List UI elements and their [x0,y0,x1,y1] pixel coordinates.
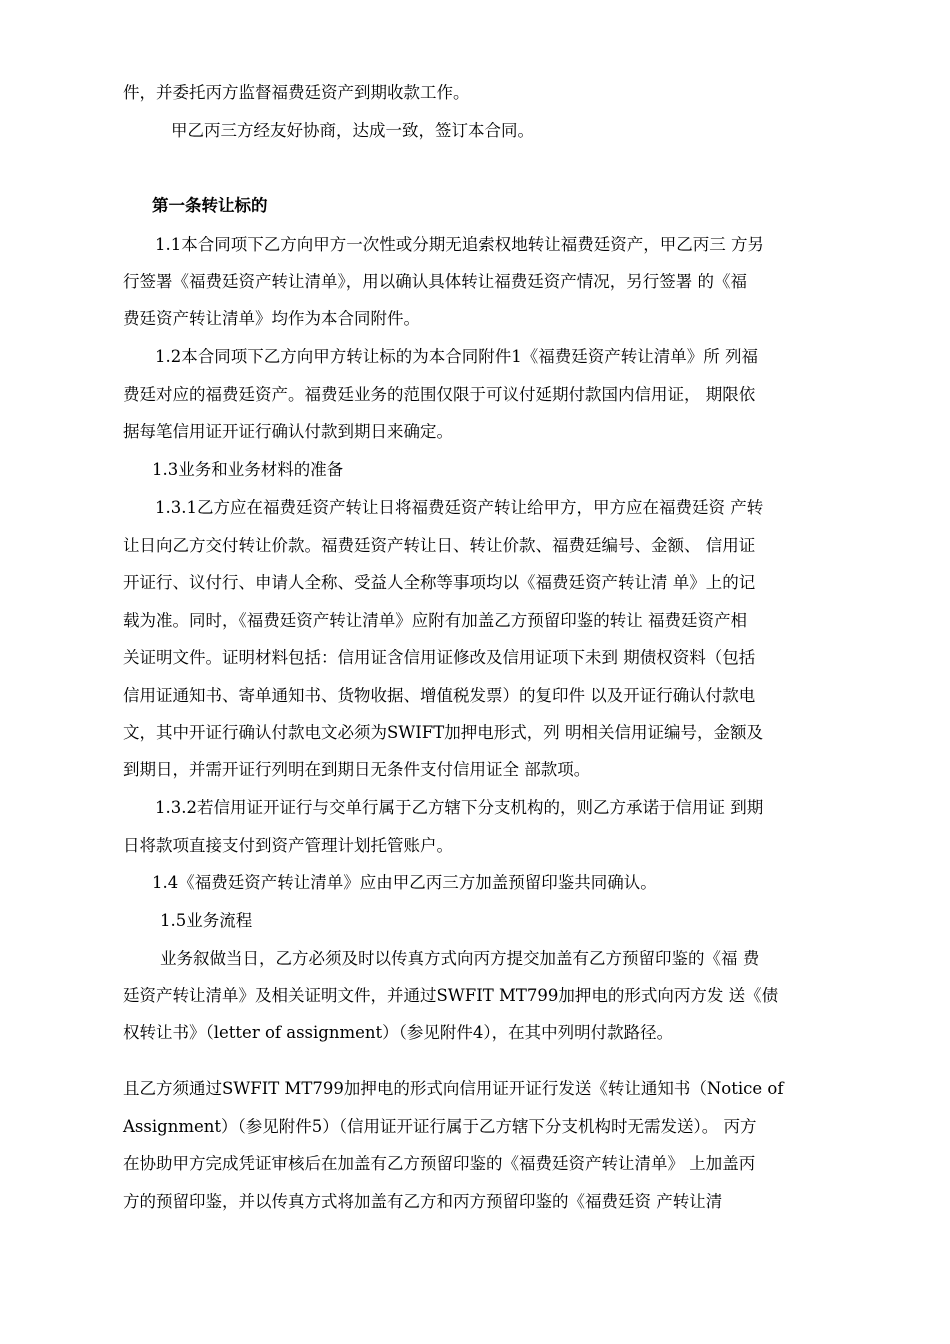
subsection-heading: 1.5业务流程 [160,911,253,930]
paragraph-line: 载为准。同时，《福费廷资产转让清单》应附有加盖乙方预留印鉴的转让 福费廷资产相 [123,611,747,630]
section-heading: 第一条转让标的 [152,196,268,215]
paragraph-line: 权转让书》（letter of assignment）（参见附件4），在其中列明付款路径。 [123,1023,674,1042]
paragraph-line: 甲乙丙三方经友好协商，达成一致，签订本合同。 [171,121,534,140]
paragraph-line: 在协助甲方完成凭证审核后在加盖有乙方预留印鉴的《福费廷资产转让清单》 上加盖丙 [123,1154,756,1173]
paragraph-line: 费廷对应的福费廷资产。福费廷业务的范围仅限于可议付延期付款国内信用证， 期限依 [123,385,756,404]
paragraph-line: 让日向乙方交付转让价款。福费廷资产转让日、转让价款、福费廷编号、金额、 信用证 [123,536,756,555]
paragraph-line: 行签署《福费廷资产转让清单》，用以确认具体转让福费廷资产情况，另行签署 的《福 [123,272,747,291]
paragraph-line: 据每笔信用证开证行确认付款到期日来确定。 [123,422,453,441]
paragraph-line: 业务叙做当日，乙方必须及时以传真方式向丙方提交加盖有乙方预留印鉴的《福 费 [160,949,760,968]
paragraph-line: 信用证通知书、寄单通知书、货物收据、增值税发票）的复印件 以及开证行确认付款电 [123,686,756,705]
paragraph-line: 件，并委托丙方监督福费廷资产到期收款工作。 [123,83,470,102]
paragraph-line: 开证行、议付行、申请人全称、受益人全称等事项均以《福费廷资产转让清 单》上的记 [123,573,756,592]
paragraph-line: 关证明文件。证明材料包括：信用证含信用证修改及信用证项下未到 期债权资料（包括 [123,648,756,667]
paragraph-line: Assignment）（参见附件5）（信用证开证行属于乙方辖下分支机构时无需发送）。 丙方 [123,1117,757,1136]
paragraph-line: 文，其中开证行确认付款电文必须为SWIFT加押电形式，列 明相关信用证编号，金额及 [123,723,763,742]
paragraph-line: 日将款项直接支付到资产管理计划托管账户。 [123,836,453,855]
paragraph-line: 到期日，并需开证行列明在到期日无条件支付信用证全 部款项。 [123,760,591,779]
paragraph-line: 1.3.2若信用证开证行与交单行属于乙方辖下分支机构的，则乙方承诺于信用证 到期 [155,798,764,817]
paragraph-line: 费廷资产转让清单》均作为本合同附件。 [123,309,420,328]
subsection-heading: 1.3业务和业务材料的准备 [152,460,344,479]
paragraph-line: 廷资产转让清单》及相关证明文件，并通过SWFIT MT799加押电的形式向丙方发 送《债 [123,986,779,1005]
paragraph-line: 方的预留印鉴，并以传真方式将加盖有乙方和丙方预留印鉴的《福费廷资 产转让清 [123,1192,723,1211]
paragraph-line: 1.2本合同项下乙方向甲方转让标的为本合同附件1《福费廷资产转让清单》所 列福 [155,347,758,366]
paragraph-line: 1.4《福费廷资产转让清单》应由甲乙丙三方加盖预留印鉴共同确认。 [152,873,657,892]
paragraph-line: 1.1本合同项下乙方向甲方一次性或分期无追索权地转让福费廷资产，甲乙丙三 方另 [155,235,764,254]
paragraph-line: 1.3.1乙方应在福费廷资产转让日将福费廷资产转让给甲方，甲方应在福费廷资 产转 [155,498,764,517]
paragraph-line: 且乙方须通过SWFIT MT799加押电的形式向信用证开证行发送《转让通知书（Notice of [123,1079,784,1098]
